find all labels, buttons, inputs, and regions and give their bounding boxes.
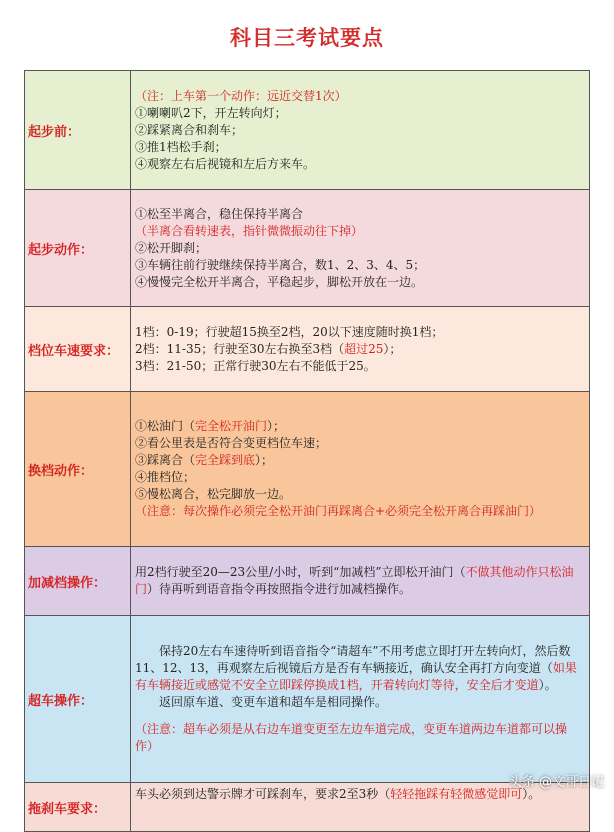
text-segment: ①松油门（ <box>135 419 196 433</box>
content-line <box>135 139 585 156</box>
content-line <box>135 122 585 139</box>
content-line <box>135 274 585 291</box>
row-label: 换档动作： <box>25 392 131 547</box>
table-row <box>25 71 590 190</box>
text-segment: ）； <box>383 341 402 356</box>
exam-points-table <box>24 70 590 832</box>
table-row <box>25 392 590 547</box>
row-content <box>131 71 590 190</box>
text-segment: 1档：0-19；行驶超15换至2档，20以下速度随时换1档； <box>135 324 444 339</box>
row-label: 超车操作： <box>25 616 131 783</box>
content-line <box>135 486 585 503</box>
content-line <box>135 435 585 452</box>
highlight-text: （注：上车第一个动作：远近交替1次） <box>135 88 347 103</box>
text-segment: ）。 <box>538 678 557 692</box>
text-segment: ④慢慢完全松开半离合，平稳起步，脚松开放在一边。 <box>135 274 424 289</box>
content-line <box>135 156 585 173</box>
text-segment: ③车辆往前行驶继续保持半离合，数1、2、3、4、5； <box>135 257 426 272</box>
content-line <box>135 711 585 721</box>
text-segment: ⑤慢松离合，松完脚放一边。 <box>135 487 292 501</box>
content-line <box>135 105 585 122</box>
highlight-text: 如果有车辆接近或感觉不安全立即踩停换成1档，开着转向灯等待，安全后才变道 <box>135 661 577 692</box>
text-segment: ）； <box>267 419 286 433</box>
content-line <box>135 503 585 520</box>
highlight-text: 轻轻拖踩有轻微感觉即可 <box>390 787 523 801</box>
text-segment: ④推档位； <box>135 470 196 484</box>
text-segment: 返回原车道、变更车道和超车是相同操作。 <box>159 695 388 709</box>
text-segment: 保持20左右车速待听到语音指令“请超车”不用考虑立即打开左转向灯，然后数11、12、13，再观察左后视镜后方是否有车辆接近，确认安全再打方向变道（ <box>135 644 571 675</box>
text-segment: ②松开脚刹； <box>135 240 208 255</box>
content-line <box>135 358 585 375</box>
content-line <box>135 643 585 694</box>
content-line <box>135 721 585 755</box>
row-label: 起步动作： <box>25 190 131 307</box>
content-line <box>135 257 585 274</box>
row-label: 拖刹车要求： <box>25 783 131 832</box>
text-segment: ③踩离合（ <box>135 453 196 467</box>
text-segment: ①喇喇叭2下，开左转向灯； <box>135 105 287 120</box>
content-line <box>135 341 585 358</box>
content-line <box>135 88 585 105</box>
row-content <box>131 307 590 392</box>
content-line <box>135 469 585 486</box>
highlight-text: 完全松开油门 <box>195 419 268 433</box>
text-segment: 车头必须到达警示牌才可踩刹车，要求2至3秒（ <box>135 787 391 801</box>
table-row <box>25 190 590 307</box>
highlight-text: （半离合看转速表，指针微微振动往下掉） <box>135 223 364 238</box>
text-segment: ①松至半离合，稳住保持半离合 <box>135 206 304 221</box>
content-line <box>135 418 585 435</box>
text-segment: ）待再听到语音指令再按照指令进行加减档操作。 <box>147 582 412 596</box>
row-content <box>131 190 590 307</box>
text-segment: 2档：11-35；行驶至30左右换至3档（ <box>135 341 345 356</box>
text-segment: ③推1档松手刹； <box>135 139 227 154</box>
watermark: 头条 @文哥日记 <box>508 775 604 790</box>
table-row <box>25 616 590 783</box>
row-content <box>131 547 590 616</box>
row-label: 加减档操作： <box>25 547 131 616</box>
content-line <box>135 240 585 257</box>
highlight-text: （注意：每次操作必须完全松开油门再踩离合+必须完全松开离合再踩油门） <box>135 504 542 518</box>
content-line <box>135 324 585 341</box>
table-row <box>25 307 590 392</box>
content-line <box>135 694 585 711</box>
content-line <box>135 564 585 598</box>
highlight-text: 不做其他动作只松油门 <box>135 565 574 596</box>
text-segment: ）； <box>255 453 274 467</box>
row-label: 起步前： <box>25 71 131 190</box>
row-content <box>131 616 590 783</box>
content-line <box>135 223 585 240</box>
text-segment: ④观察左右后视镜和左后方来车。 <box>135 156 316 171</box>
row-content <box>131 392 590 547</box>
highlight-text: 超过25 <box>344 341 384 356</box>
text-segment: 用2档行驶至20—23公里/小时，听到“加减档”立即松开油门（ <box>135 565 466 579</box>
highlight-text: 完全踩到底 <box>195 453 256 467</box>
row-label: 档位车速要求： <box>25 307 131 392</box>
content-line <box>135 452 585 469</box>
highlight-text: （注意：超车必须是从右边车道变更至左边车道完成，变更车道两边车道都可以操作） <box>135 722 568 753</box>
page-title: 科目三考试要点 <box>230 25 384 50</box>
text-segment: ）。 <box>522 787 541 801</box>
text-segment: ②看公里表是否符合变更档位车速； <box>135 436 328 450</box>
table-row <box>25 783 590 832</box>
table-row <box>25 547 590 616</box>
text-segment: ②踩紧离合和刹车； <box>135 122 244 137</box>
content-line <box>135 206 585 223</box>
text-segment: 3档：21-50；正常行驶30左右不能低于25。 <box>135 358 376 373</box>
